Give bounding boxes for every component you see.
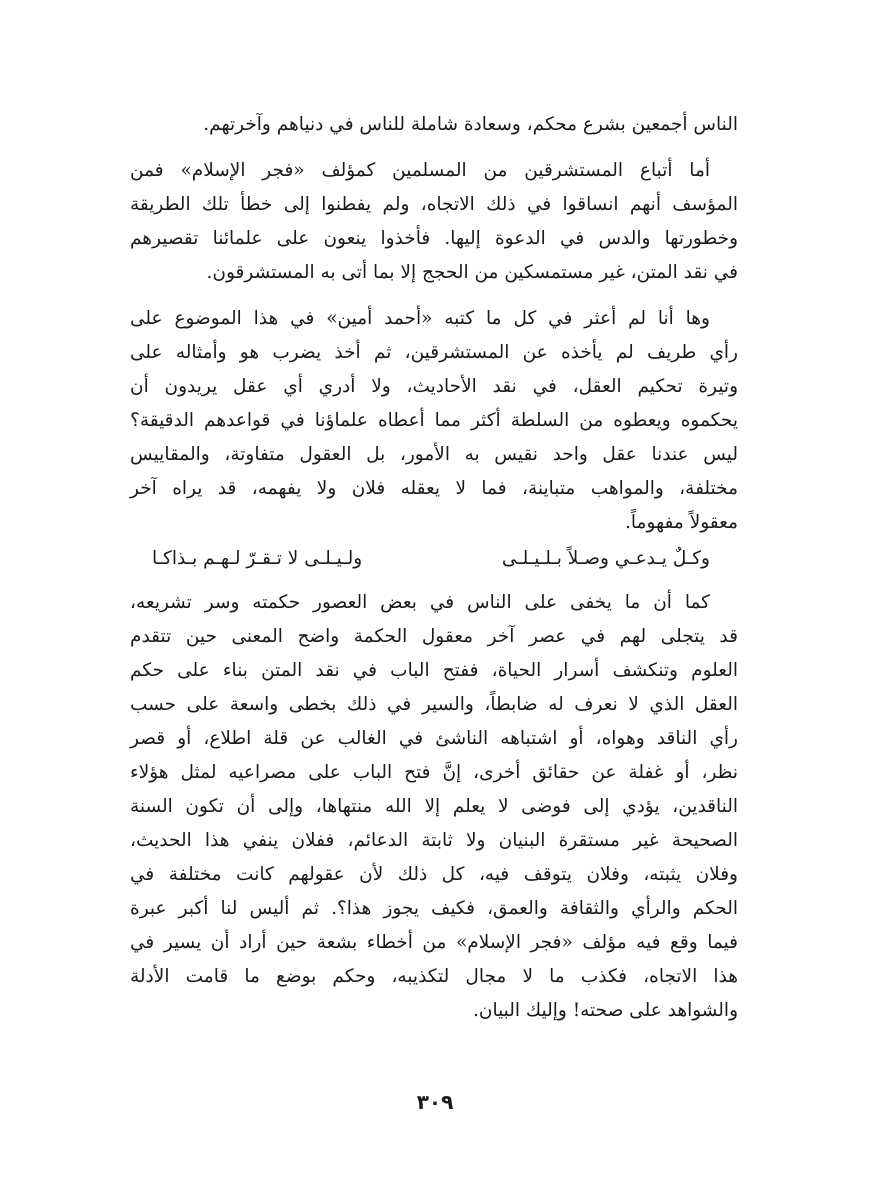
text-line: وها أنا لم أعثر في كل ما كتبه «أحمد أمين» في هذا الموضوع على	[130, 308, 710, 329]
text-line: مختلفة، والمواهب متباينة، فما لا يعقله فلان ولا يفهمه، قد يراه آخر	[130, 478, 738, 499]
text-line: العقل الذي لا نعرف له ضابطاً، والسير في ذلك بخطى واسعة على حسب	[130, 694, 738, 715]
verse-second-hemistich: ولـيـلـى لا تـقـرّ لـهـم بـذاكـا	[152, 548, 363, 569]
text-line: قد يتجلى لهم في عصر آخر معقول الحكمة واضح المعنى حين تتقدم	[130, 626, 738, 647]
page-number: ٣٠٩	[416, 1090, 454, 1114]
poetry-verse	[130, 540, 738, 578]
text-line: في نقد المتن، غير مستمسكين من الحجج إلا بما أتى به المستشرقون.	[206, 262, 738, 283]
paragraph-1	[130, 108, 738, 142]
text-line: المؤسف أنهم انساقوا في ذلك الاتجاه، ولم يفطنوا إلى خطأ تلك الطريقة	[130, 194, 738, 215]
text-line: وخطورتها والدس في الدعوة إليها. فأخذوا ينعون على علمائنا تقصيرهم	[130, 228, 738, 249]
text-line: يحكموه ويعطوه من السلطة أكثر مما أعطاه علماؤنا في قواعدهم الدقيقة؟	[130, 410, 738, 431]
paragraph-3	[130, 302, 738, 540]
text-line: معقولاً مفهوماً.	[625, 512, 738, 533]
text-line: العلوم وتنكشف أسرار الحياة، ففتح الباب في نقد المتن بناء على حكم	[130, 660, 738, 681]
page-body	[130, 108, 738, 1028]
text-line: أما أتباع المستشرقين من المسلمين كمؤلف «فجر الإسلام» فمن	[130, 160, 710, 181]
text-line: رأي طريف لم يأخذه عن المستشرقين، ثم أخذ يضرب هو وأمثاله على	[130, 342, 738, 363]
text-line: وفلان يثبته، وفلان يتوقف فيه، كل ذلك لأن عقولهم كانت مختلفة في	[130, 864, 738, 885]
text-line: ليس عندنا عقل واحد نقيس به الأمور، بل العقول متفاوتة، والمقاييس	[130, 444, 738, 465]
text-line: الصحيحة غير مستقرة البنيان ولا ثابتة الدعائم، ففلان ينفي هذا الحديث،	[130, 830, 738, 851]
text-line: نظر، أو غفلة عن حقائق أخرى، إنَّ فتح الباب على مصراعيه لمثل هؤلاء	[130, 762, 738, 783]
paragraph-2	[130, 154, 738, 290]
verse-first-hemistich: وكـلٌ يـدعـي وصـلاً بـلـيـلـى	[501, 548, 710, 569]
text-line: الناقدين، يؤدي إلى فوضى لا يعلم إلا الله منتهاها، وإلى أن تكون السنة	[130, 796, 738, 817]
text-line: الناس أجمعين بشرع محكم، وسعادة شاملة للناس في دنياهم وآخرتهم.	[203, 114, 738, 135]
text-line: كما أن ما يخفى على الناس في بعض العصور حكمته وسر تشريعه،	[130, 592, 710, 613]
text-line: وتيرة تحكيم العقل، في نقد الأحاديث، ولا أدري أي عقل يريدون أن	[130, 376, 738, 397]
text-line: رأي الناقد وهواه، أو اشتباهه الناشئ في الغالب عن قلة اطلاع، أو قصر	[130, 728, 738, 749]
paragraph-4	[130, 586, 738, 1028]
text-line: فيما وقع فيه مؤلف «فجر الإسلام» من أخطاء بشعة حين أراد أن يسير في	[130, 932, 738, 953]
text-line: هذا الاتجاه، فكذب ما لا مجال لتكذيبه، وحكم بوضع ما قامت الأدلة	[130, 966, 738, 987]
text-line: الحكم والرأي والثقافة والعمق، فكيف يجوز هذا؟. ثم أليس لنا أكبر عبرة	[130, 898, 738, 919]
text-line: والشواهد على صحته! وإليك البيان.	[473, 1000, 738, 1021]
